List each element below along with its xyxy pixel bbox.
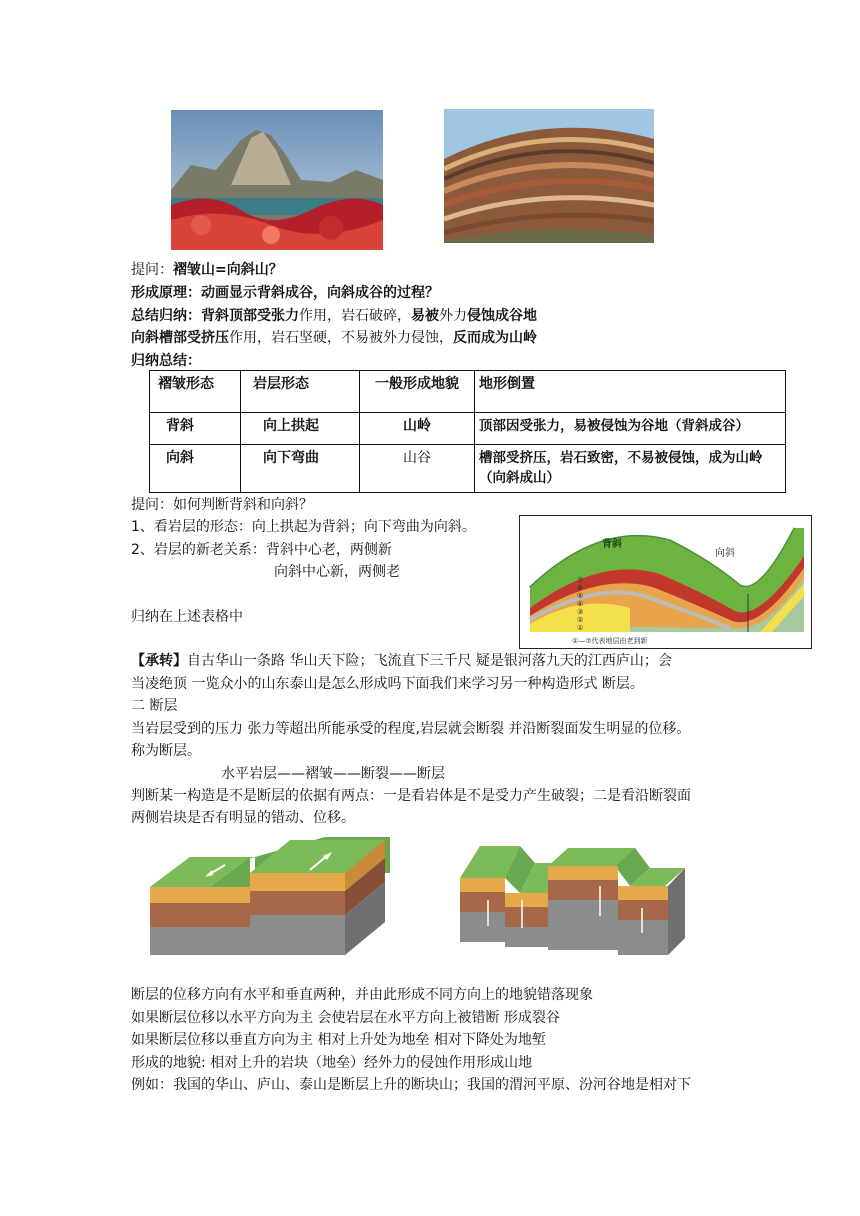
- table-cell: 向斜: [150, 445, 241, 493]
- fault-sequence: 水平岩层——褶皱——断裂——断层: [221, 766, 445, 782]
- table-cell: 山岭: [360, 413, 475, 445]
- table-row: [150, 413, 786, 445]
- vertical-fault-blocks: [460, 838, 688, 960]
- folded-strata-photo: [444, 109, 654, 243]
- layer-number: ⑥: [577, 584, 584, 592]
- syncline-b: 作用，岩石坚硬，不易被外力侵蚀，: [229, 330, 453, 346]
- fold-diagram: [519, 515, 812, 649]
- layer-number: ⑦: [577, 576, 584, 584]
- table-cell: 背斜: [150, 413, 241, 445]
- fault-example: 例如：我国的华山、庐山、泰山是断层上升的断块山；我国的渭河平原、汾河谷地是相对下: [131, 1077, 691, 1093]
- fault-definition-2: 称为断层。: [131, 743, 201, 759]
- mountain-river-photo: [171, 110, 383, 250]
- table-row: [150, 445, 786, 493]
- summary-c: 易被: [411, 308, 439, 324]
- table-cell: 顶部因受张力，易被侵蚀为谷地（背斜成谷）: [475, 413, 786, 445]
- anticline-label: 背斜: [602, 539, 622, 550]
- fault-judge-1: 判断某一构造是不是断层的依据有两点：一是看岩体是不是受力产生破裂；二是看沿断裂面: [131, 788, 691, 804]
- transition-text-1: 自古华山一条路 华山天下险；飞流直下三千尺 疑是银河落九天的江西庐山；会: [187, 653, 672, 669]
- section-heading-fault: 二 断层: [131, 698, 178, 714]
- table-header: 岩层形态: [241, 371, 360, 413]
- table-header: 褶皱形态: [150, 371, 241, 413]
- judge-point-3: 向斜中心新，两侧老: [274, 564, 400, 580]
- summary-anticline: [131, 306, 537, 326]
- fault-horizontal: 如果断层位移以水平方向为主 会使岩层在水平方向上被错断 形成裂谷: [131, 1010, 560, 1026]
- judge-question: 提问：如何判断背斜和向斜？: [131, 497, 313, 513]
- fault-landform: 形成的地貌: 相对上升的岩块（地垒）经外力的侵蚀作用形成山地: [131, 1055, 533, 1071]
- transition-line-2: 当凌绝顶 一览众小的山东泰山是怎么形成吗下面我们来学习另一种构造形式 断层。: [131, 676, 644, 692]
- transition-bracket: 【承转】: [131, 653, 187, 669]
- table-header-row: [150, 371, 786, 413]
- horizontal-fault-block: [150, 835, 390, 960]
- syncline-c: 反而成为山岭: [453, 330, 537, 346]
- summary-a: 总结归纳：背斜顶部受张力: [131, 308, 299, 324]
- layer-number: ⑤: [577, 592, 584, 600]
- summary-syncline: [131, 328, 537, 348]
- judge-point-1: 1、看岩层的形态：向上拱起为背斜；向下弯曲为向斜。: [131, 519, 476, 535]
- judge-note: 归纳在上述表格中: [131, 609, 243, 625]
- table-cell: 向上拱起: [241, 413, 360, 445]
- layer-number: ④: [577, 600, 584, 608]
- question-text: 褶皱山=向斜山？: [173, 262, 283, 278]
- fault-judge-2: 两侧岩块是否有明显的错动、位移。: [131, 810, 355, 826]
- fault-vertical: 如果断层位移以垂直方向为主 相对上升处为地垒 相对下降处为地堑: [131, 1032, 546, 1048]
- syncline-label: 向斜: [715, 548, 735, 559]
- table-cell: 向下弯曲: [241, 445, 360, 493]
- table-header: 地形倒置: [475, 371, 786, 413]
- syncline-a: 向斜槽部受挤压: [131, 330, 229, 346]
- diagram-caption: ①—⑦代表地层由老到新: [572, 637, 648, 645]
- judge-point-2: 2、岩层的新老关系：背斜中心老，两侧新: [131, 542, 392, 558]
- layer-number: ①: [577, 624, 584, 632]
- fault-definition-1: 当岩层受到的压力 张力等超出所能承受的程度,岩层就会断裂 并沿断裂面发生明显的位移。: [131, 721, 691, 737]
- summary-d: 外力: [439, 308, 467, 324]
- summary-e: 侵蚀成谷地: [467, 308, 537, 324]
- question-label: 提问：: [131, 262, 173, 278]
- transition-line-1: [131, 651, 672, 671]
- formation-principle: 形成原理：动画显示背斜成谷，向斜成谷的过程？: [131, 285, 439, 301]
- layer-number: ②: [577, 616, 584, 624]
- question-fold-mountain: [131, 260, 283, 280]
- table-header: 一般形成地貌: [360, 371, 475, 413]
- table-cell: 槽部受挤压，岩石致密，不易被侵蚀，成为山岭（向斜成山）: [475, 445, 786, 493]
- layer-number: ③: [577, 608, 584, 616]
- summary-b: 作用，岩石破碎，: [299, 308, 411, 324]
- fold-summary-table: [149, 370, 786, 493]
- summary-heading: 归纳总结：: [131, 353, 201, 369]
- table-cell: 山谷: [360, 445, 475, 493]
- fault-direction: 断层的位移方向有水平和垂直两种，并由此形成不同方向上的地貌错落现象: [131, 987, 593, 1003]
